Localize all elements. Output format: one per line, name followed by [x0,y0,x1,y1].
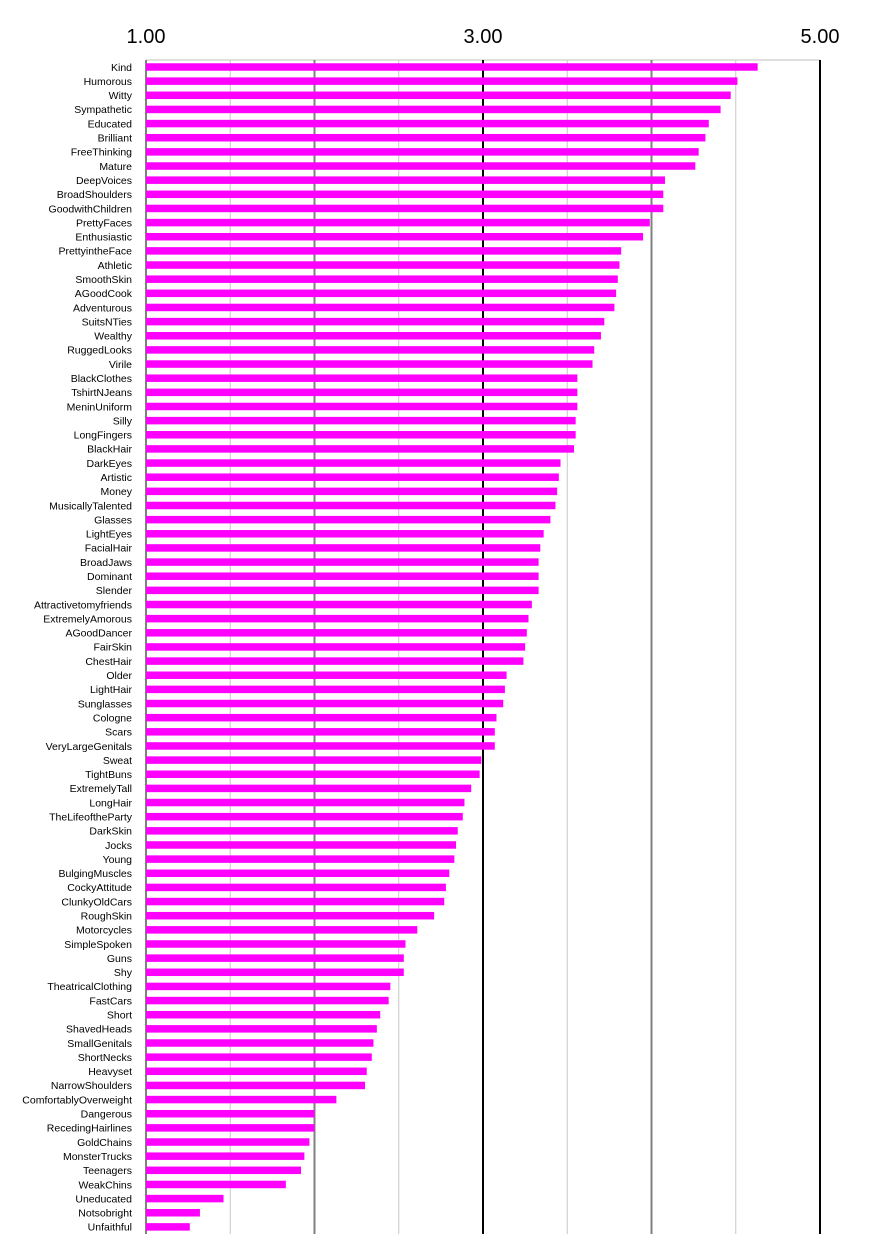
bar-TheatricalClothing [146,983,390,991]
bar-RecedingHairlines [146,1124,315,1132]
bar-Humorous [146,77,737,85]
category-label-Shy: Shy [113,967,132,980]
bar-PrettyintheFace [146,247,621,255]
bar-Slender [146,587,539,595]
bar-Uneducated [146,1195,224,1203]
bar-DarkSkin [146,827,458,835]
bar-BroadShoulders [146,191,663,199]
category-label-MusicallyTalented: MusicallyTalented [49,500,132,513]
bar-Virile [146,360,593,368]
category-label-RoughSkin: RoughSkin [80,910,132,923]
category-label-Short: Short [106,1009,132,1022]
x-tick-label-1.00: 1.00 [126,26,166,48]
category-label-GoodwithChildren: GoodwithChildren [48,203,132,216]
bar-NarrowShoulders [146,1082,365,1090]
category-labels [22,62,132,1234]
bar-Educated [146,120,709,128]
category-label-ComfortablyOverweight: ComfortablyOverweight [22,1094,132,1107]
bar-MonsterTrucks [146,1152,304,1160]
bar-Witty [146,92,731,100]
category-label-WeakChins: WeakChins [78,1179,132,1192]
category-label-Young: Young [102,853,132,866]
bar-Teenagers [146,1167,301,1175]
x-tick-label-5.00: 5.00 [800,26,840,48]
category-label-ClunkyOldCars: ClunkyOldCars [61,896,132,909]
category-label-Slender: Slender [95,585,132,598]
category-label-Sunglasses: Sunglasses [77,698,132,711]
category-label-Teenagers: Teenagers [82,1165,132,1178]
category-label-Wealthy: Wealthy [94,330,132,343]
bar-Older [146,671,507,679]
bar-Mature [146,162,695,170]
category-label-Scars: Scars [105,726,132,739]
bar-Glasses [146,516,550,524]
x-tick-label-3.00: 3.00 [463,26,503,48]
category-label-RuggedLooks: RuggedLooks [67,344,132,357]
bar-CockyAttitude [146,884,446,892]
bar-Money [146,488,557,496]
category-label-Adventurous: Adventurous [73,302,132,315]
bar-RuggedLooks [146,346,594,354]
x-axis-tick-labels [127,26,840,48]
bar-LightEyes [146,530,544,538]
bar-GoodwithChildren [146,205,663,213]
category-label-ExtremelyAmorous: ExtremelyAmorous [43,613,132,626]
category-label-PrettyintheFace: PrettyintheFace [58,245,132,258]
bar-Dangerous [146,1110,315,1118]
bar-Shy [146,969,404,977]
bar-PrettyFaces [146,219,650,227]
category-label-TightBuns: TightBuns [85,769,132,782]
category-label-Athletic: Athletic [97,259,132,272]
category-label-Educated: Educated [87,118,132,131]
bar-TightBuns [146,771,480,779]
category-label-Kind: Kind [110,61,132,74]
bar-ExtremelyTall [146,785,471,793]
category-label-BulgingMuscles: BulgingMuscles [58,868,132,881]
category-label-FastCars: FastCars [89,995,132,1008]
category-label-LongHair: LongHair [89,797,132,810]
category-label-Dangerous: Dangerous [80,1108,132,1121]
category-label-BlackClothes: BlackClothes [70,372,132,385]
category-label-Guns: Guns [106,952,132,965]
bar-Jocks [146,841,456,849]
category-label-SmallGenitals: SmallGenitals [67,1037,132,1050]
category-label-Silly: Silly [112,415,132,428]
category-label-ExtremelyTall: ExtremelyTall [69,783,132,796]
category-label-Sympathetic: Sympathetic [74,104,132,117]
bar-ClunkyOldCars [146,898,444,906]
category-label-DeepVoices: DeepVoices [75,174,132,187]
category-label-AGoodCook: AGoodCook [74,288,132,301]
bar-BroadJaws [146,558,539,566]
category-label-MeninUniform: MeninUniform [66,401,132,414]
category-label-TheLifeoftheParty: TheLifeoftheParty [49,811,132,824]
category-label-Sweat: Sweat [102,754,132,767]
category-label-TheatricalClothing: TheatricalClothing [47,981,132,994]
bar-Scars [146,728,495,736]
category-label-Attractivetomyfriends: Attractivetomyfriends [33,599,132,612]
bar-Cologne [146,714,496,722]
bar-FastCars [146,997,389,1005]
bar-Sunglasses [146,700,503,708]
category-label-GoldChains: GoldChains [77,1136,132,1149]
category-label-Dominant: Dominant [87,571,132,584]
category-label-Jocks: Jocks [105,839,132,852]
bar-ComfortablyOverweight [146,1096,336,1104]
category-label-FacialHair: FacialHair [84,542,132,555]
category-label-Unfaithful: Unfaithful [87,1221,132,1234]
bar-Wealthy [146,332,601,340]
category-label-FreeThinking: FreeThinking [70,146,132,159]
bar-ChestHair [146,657,523,665]
bar-DarkEyes [146,459,561,467]
category-label-Heavyset: Heavyset [88,1066,132,1079]
bar-BlackHair [146,445,574,453]
category-label-SimpleSpoken: SimpleSpoken [64,938,132,951]
bar-Guns [146,954,404,962]
bar-FacialHair [146,544,540,552]
category-label-Motorcycles: Motorcycles [75,924,132,937]
category-label-VeryLargeGenitals: VeryLargeGenitals [45,740,132,753]
category-label-AGoodDancer: AGoodDancer [65,627,132,640]
category-label-FairSkin: FairSkin [93,641,132,654]
bar-MeninUniform [146,403,577,411]
category-label-LongFingers: LongFingers [73,429,132,442]
category-label-Humorous: Humorous [83,75,132,88]
bar-Brilliant [146,134,705,142]
bar-Short [146,1011,380,1019]
category-label-Glasses: Glasses [94,514,132,527]
category-label-Virile: Virile [108,358,132,371]
category-label-Older: Older [106,670,132,683]
bar-Sympathetic [146,106,721,114]
category-label-Enthusiastic: Enthusiastic [75,231,132,244]
bar-Adventurous [146,304,614,312]
bar-Attractivetomyfriends [146,601,532,609]
category-label-Brilliant: Brilliant [97,132,132,145]
category-label-RecedingHairlines: RecedingHairlines [46,1122,132,1135]
bar-BulgingMuscles [146,870,449,878]
category-label-NarrowShoulders: NarrowShoulders [50,1080,132,1093]
bar-LongHair [146,799,464,807]
bar-Sweat [146,756,481,764]
category-label-DarkEyes: DarkEyes [86,457,132,470]
bar-Athletic [146,261,619,269]
category-label-BroadShoulders: BroadShoulders [56,189,132,202]
bar-SuitsNTies [146,318,604,326]
category-label-MonsterTrucks: MonsterTrucks [62,1150,132,1163]
category-label-Witty: Witty [108,90,132,103]
bar-Notsobright [146,1209,200,1217]
bar-Motorcycles [146,926,417,934]
bar-Enthusiastic [146,233,643,241]
category-label-TshirtNJeans: TshirtNJeans [71,387,132,400]
category-label-BroadJaws: BroadJaws [80,556,132,569]
category-label-LightEyes: LightEyes [85,528,132,541]
bar-VeryLargeGenitals [146,742,495,750]
bar-BlackClothes [146,374,577,382]
bar-ShortNecks [146,1053,372,1061]
bar-GoldChains [146,1138,309,1146]
bar-Kind [146,63,758,71]
category-label-Cologne: Cologne [92,712,132,725]
category-label-SmoothSkin: SmoothSkin [75,273,132,286]
category-label-DarkSkin: DarkSkin [89,825,132,838]
bar-WeakChins [146,1181,286,1189]
bar-Artistic [146,473,559,481]
bar-RoughSkin [146,912,434,920]
category-label-BlackHair: BlackHair [87,443,132,456]
bar-ShavedHeads [146,1025,377,1033]
bars [146,63,758,1230]
bar-Silly [146,417,576,425]
category-label-Artistic: Artistic [100,472,132,485]
category-label-Mature: Mature [99,160,132,173]
bar-LightHair [146,686,505,694]
category-label-Uneducated: Uneducated [75,1193,132,1206]
bar-ExtremelyAmorous [146,615,528,623]
bar-SmallGenitals [146,1039,373,1047]
category-label-LightHair: LightHair [89,684,132,697]
category-label-Notsobright: Notsobright [78,1207,132,1220]
category-label-ShavedHeads: ShavedHeads [66,1023,132,1036]
bar-TheLifeoftheParty [146,813,463,821]
category-label-Money: Money [100,486,132,499]
bar-FreeThinking [146,148,699,156]
category-label-CockyAttitude: CockyAttitude [67,882,132,895]
bar-Unfaithful [146,1223,190,1231]
bar-FairSkin [146,643,525,651]
bar-LongFingers [146,431,576,439]
bar-Young [146,855,454,863]
category-label-ChestHair: ChestHair [85,655,132,668]
bar-AGoodDancer [146,629,527,637]
bar-SmoothSkin [146,275,618,283]
category-label-PrettyFaces: PrettyFaces [75,217,132,230]
bar-AGoodCook [146,290,616,298]
bar-Dominant [146,572,539,580]
category-label-ShortNecks: ShortNecks [77,1051,132,1064]
bar-Heavyset [146,1068,367,1076]
bar-DeepVoices [146,176,665,184]
bar-TshirtNJeans [146,389,577,397]
bar-MusicallyTalented [146,502,555,510]
category-label-SuitsNTies: SuitsNTies [81,316,132,329]
bar-SimpleSpoken [146,940,405,948]
